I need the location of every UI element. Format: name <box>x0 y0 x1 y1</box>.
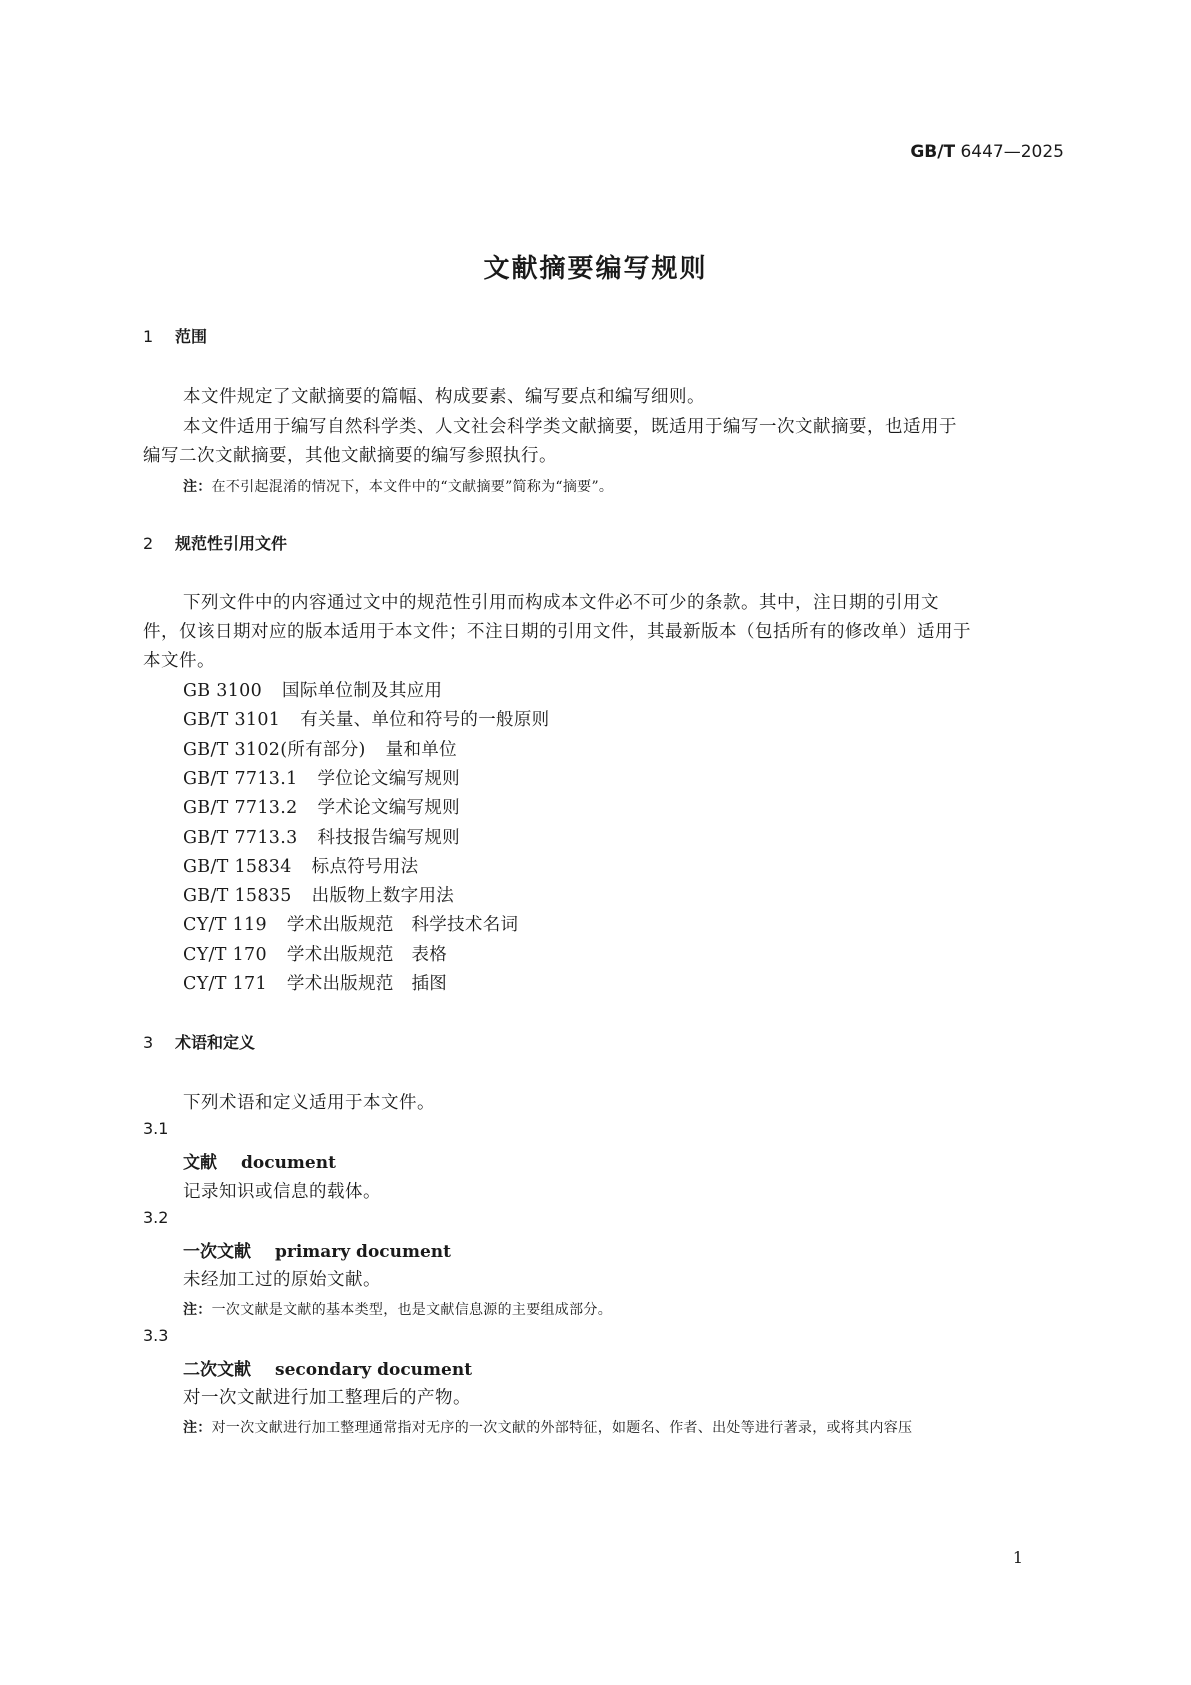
section-number: 1 <box>143 327 154 346</box>
section-number: 3 <box>143 1033 154 1052</box>
note-text: 在不引起混淆的情况下，本文件中的“文献摘要”简称为“摘要”。 <box>211 479 614 495</box>
paragraph: 本文件适用于编写自然科学类、人文社会科学类文献摘要，既适用于编写一次文献摘要，也适用于 <box>183 417 957 437</box>
reference-item <box>183 736 457 761</box>
paragraph: 本文件。 <box>143 651 215 671</box>
reference-code: GB/T 7713.3 <box>183 827 298 848</box>
reference-item <box>183 853 418 878</box>
reference-code: GB/T 15835 <box>183 886 292 907</box>
reference-code: CY/T 171 <box>183 974 267 994</box>
reference-code: GB/T 15834 <box>183 856 292 877</box>
reference-item <box>183 882 454 907</box>
term-definition: 记录知识或信息的载体。 <box>183 1182 381 1202</box>
term-zh: 文献 <box>183 1153 217 1173</box>
reference-item <box>183 765 460 790</box>
section-heading-terms <box>143 1030 255 1053</box>
note-label: 注： <box>183 1420 212 1436</box>
reference-title: 科技报告编写规则 <box>317 827 460 848</box>
section-heading-normative-references <box>143 531 287 554</box>
paragraph: 编写二次文献摘要，其他文献摘要的编写参照执行。 <box>143 446 557 466</box>
reference-title: 量和单位 <box>385 739 457 760</box>
term-entry <box>183 1355 472 1380</box>
reference-item <box>183 941 447 966</box>
reference-code: GB 3100 <box>183 681 263 701</box>
section-title: 规范性引用文件 <box>175 534 288 553</box>
reference-title: 学术出版规范 插图 <box>286 974 448 994</box>
section-heading-scope <box>143 324 207 347</box>
standard-code <box>910 142 1064 162</box>
section-title: 范围 <box>175 327 208 346</box>
term-en: document <box>241 1153 336 1173</box>
term-number: 3.3 <box>143 1326 169 1345</box>
reference-code: CY/T 119 <box>183 915 267 936</box>
reference-title: 学术论文编写规则 <box>317 798 460 819</box>
term-number: 3.2 <box>143 1208 169 1227</box>
paragraph: 下列术语和定义适用于本文件。 <box>183 1093 435 1113</box>
standard-code-prefix: GB/T <box>910 142 956 162</box>
term-definition: 未经加工过的原始文献。 <box>183 1270 381 1290</box>
reference-code: GB/T 3102(所有部分) <box>183 739 366 760</box>
section-number: 2 <box>143 534 154 553</box>
note-label: 注： <box>183 479 212 495</box>
reference-title: 学位论文编写规则 <box>317 768 460 789</box>
reference-item <box>183 970 447 995</box>
term-zh: 一次文献 <box>183 1242 251 1262</box>
reference-item <box>183 824 460 849</box>
section-title: 术语和定义 <box>175 1033 256 1052</box>
term-number: 3.1 <box>143 1119 169 1138</box>
reference-title: 标点符号用法 <box>311 856 419 877</box>
note <box>183 476 613 496</box>
note <box>183 1417 912 1437</box>
reference-title: 学术出版规范 表格 <box>286 944 448 965</box>
reference-title: 有关量、单位和符号的一般原则 <box>300 710 550 731</box>
reference-title: 国际单位制及其应用 <box>282 681 443 701</box>
term-en: secondary document <box>275 1360 473 1380</box>
document-title: 文献摘要编写规则 <box>483 254 708 284</box>
page-number: 1 <box>1012 1548 1023 1567</box>
term-entry <box>183 1237 451 1262</box>
term-zh: 二次文献 <box>183 1360 251 1380</box>
paragraph: 下列文件中的内容通过文中的规范性引用而构成本文件必不可少的条款。其中，注日期的引用文 <box>183 593 939 613</box>
note-text: 一次文献是文献的基本类型，也是文献信息源的主要组成部分。 <box>211 1302 613 1318</box>
reference-item <box>183 706 549 731</box>
note-text: 对一次文献进行加工整理通常指对无序的一次文献的外部特征，如题名、作者、出处等进行著录，或将其内容压 <box>211 1420 913 1436</box>
standard-code-number: 6447—2025 <box>960 142 1064 162</box>
reference-code: GB/T 7713.2 <box>183 798 298 819</box>
term-entry <box>183 1148 336 1173</box>
note-label: 注： <box>183 1302 212 1318</box>
reference-title: 学术出版规范 科学技术名词 <box>286 915 519 936</box>
paragraph: 件，仅该日期对应的版本适用于本文件；不注日期的引用文件，其最新版本（包括所有的修改单）适用于 <box>143 622 971 642</box>
term-definition: 对一次文献进行加工整理后的产物。 <box>183 1388 471 1408</box>
reference-item <box>183 677 442 702</box>
reference-item <box>183 794 460 819</box>
note <box>183 1299 612 1319</box>
reference-code: CY/T 170 <box>183 944 267 965</box>
reference-code: GB/T 7713.1 <box>183 768 298 789</box>
reference-code: GB/T 3101 <box>183 710 281 731</box>
reference-title: 出版物上数字用法 <box>311 886 455 907</box>
term-en: primary document <box>275 1242 452 1262</box>
paragraph: 本文件规定了文献摘要的篇幅、构成要素、编写要点和编写细则。 <box>183 387 705 407</box>
reference-item <box>183 911 518 936</box>
